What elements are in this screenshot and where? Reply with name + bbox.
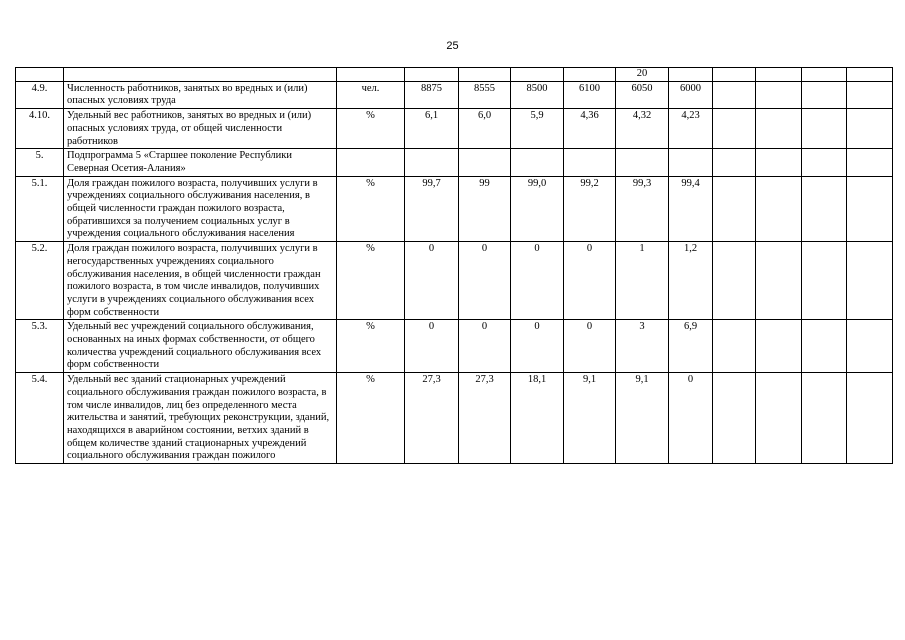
value-cell [564,149,616,176]
row-number: 4.9. [16,81,64,108]
value-cell: 99,3 [616,176,669,242]
header-cell [337,68,405,82]
table-row [16,109,893,149]
empty-cell [756,81,802,108]
empty-cell [847,242,893,320]
header-cell [511,68,564,82]
table-row [16,149,893,176]
empty-cell [802,109,847,149]
empty-cell [847,109,893,149]
empty-cell [713,109,756,149]
value-cell: 9,1 [616,373,669,464]
unit-of-measure: % [337,320,405,373]
empty-cell [802,149,847,176]
row-number: 4.10. [16,109,64,149]
header-cell [564,68,616,82]
empty-cell [802,242,847,320]
header-year-cell: 20 [616,68,669,82]
page-number: 25 [446,40,459,52]
value-cell: 0 [405,320,459,373]
empty-cell [847,176,893,242]
table-row [16,81,893,108]
value-cell: 6000 [669,81,713,108]
empty-cell [713,242,756,320]
empty-cell [756,176,802,242]
row-number: 5.3. [16,320,64,373]
value-cell: 3 [616,320,669,373]
value-cell: 0 [459,320,511,373]
header-cell [669,68,713,82]
value-cell: 0 [564,242,616,320]
value-cell [405,149,459,176]
header-cell [64,68,337,82]
header-cell [713,68,756,82]
value-cell: 0 [511,242,564,320]
row-number: 5.2. [16,242,64,320]
empty-cell [802,176,847,242]
value-cell: 18,1 [511,373,564,464]
value-cell: 4,32 [616,109,669,149]
value-cell: 8500 [511,81,564,108]
header-cell [405,68,459,82]
empty-cell [756,242,802,320]
value-cell: 5,9 [511,109,564,149]
header-cell [847,68,893,82]
indicator-name: Удельный вес учреждений социального обслуживания, основанных на иных формах собственности, от общего количества учреждений социального обслуживания всех форм собственности [64,320,337,373]
value-cell: 99,7 [405,176,459,242]
table-row [16,176,893,242]
value-cell: 6,1 [405,109,459,149]
empty-cell [802,81,847,108]
empty-cell [847,149,893,176]
empty-cell [802,320,847,373]
value-cell: 0 [405,242,459,320]
empty-cell [713,149,756,176]
unit-of-measure: % [337,109,405,149]
value-cell: 27,3 [459,373,511,464]
value-cell: 0 [511,320,564,373]
value-cell: 99 [459,176,511,242]
empty-cell [756,320,802,373]
value-cell: 6100 [564,81,616,108]
unit-of-measure: чел. [337,81,405,108]
value-cell: 1 [616,242,669,320]
header-cell [459,68,511,82]
table-header-row [16,68,893,82]
empty-cell [847,373,893,464]
header-cell [16,68,64,82]
unit-of-measure: % [337,242,405,320]
indicator-name: Доля граждан пожилого возраста, получивших услуги в негосударственных учреждениях социального обслуживания населения, в общей численности граждан пожилого возраста, в том числе инвалидов, получивших услуги в учреждениях социального обслуживания всех форм собственности [64,242,337,320]
value-cell: 6,9 [669,320,713,373]
value-cell [616,149,669,176]
value-cell [669,149,713,176]
value-cell: 4,36 [564,109,616,149]
unit-of-measure: % [337,176,405,242]
empty-cell [713,81,756,108]
value-cell: 9,1 [564,373,616,464]
value-cell [459,149,511,176]
empty-cell [802,373,847,464]
empty-cell [756,149,802,176]
value-cell: 99,0 [511,176,564,242]
empty-cell [756,373,802,464]
row-number: 5. [16,149,64,176]
indicator-name: Доля граждан пожилого возраста, получивших услуги в учреждениях социального обслуживания населения, в общей численности граждан пожилого возраста, обратившихся за получением социальных услуг в учреждения социального обслуживания населения [64,176,337,242]
indicator-name: Удельный вес работников, занятых во вредных и (или) опасных условиях труда, от общей численности работников [64,109,337,149]
table-row [16,242,893,320]
value-cell: 27,3 [405,373,459,464]
value-cell: 99,4 [669,176,713,242]
empty-cell [756,109,802,149]
indicator-name: Подпрограмма 5 «Старшее поколение Республики Северная Осетия-Алания» [64,149,337,176]
unit-of-measure: % [337,373,405,464]
value-cell: 0 [564,320,616,373]
empty-cell [713,320,756,373]
value-cell: 1,2 [669,242,713,320]
empty-cell [847,81,893,108]
empty-cell [713,176,756,242]
indicators-table [15,67,893,464]
value-cell: 4,23 [669,109,713,149]
empty-cell [713,373,756,464]
row-number: 5.1. [16,176,64,242]
header-cell [756,68,802,82]
value-cell: 0 [669,373,713,464]
header-cell [802,68,847,82]
table-row [16,373,893,464]
value-cell: 0 [459,242,511,320]
unit-of-measure [337,149,405,176]
value-cell: 6,0 [459,109,511,149]
empty-cell [847,320,893,373]
indicator-name: Удельный вес зданий стационарных учреждений социального обслуживания граждан пожилого возраста, в том числе инвалидов, лиц без определенного места жительства и занятий, требующих реконструкции, зданий, находящихся в аварийном состоянии, ветхих зданий в общем количестве зданий стационарных учреждений социального обслуживания граждан пожилого [64,373,337,464]
row-number: 5.4. [16,373,64,464]
value-cell: 6050 [616,81,669,108]
table-row [16,320,893,373]
value-cell: 8875 [405,81,459,108]
value-cell [511,149,564,176]
value-cell: 8555 [459,81,511,108]
value-cell: 99,2 [564,176,616,242]
indicator-name: Численность работников, занятых во вредных и (или) опасных условиях труда [64,81,337,108]
